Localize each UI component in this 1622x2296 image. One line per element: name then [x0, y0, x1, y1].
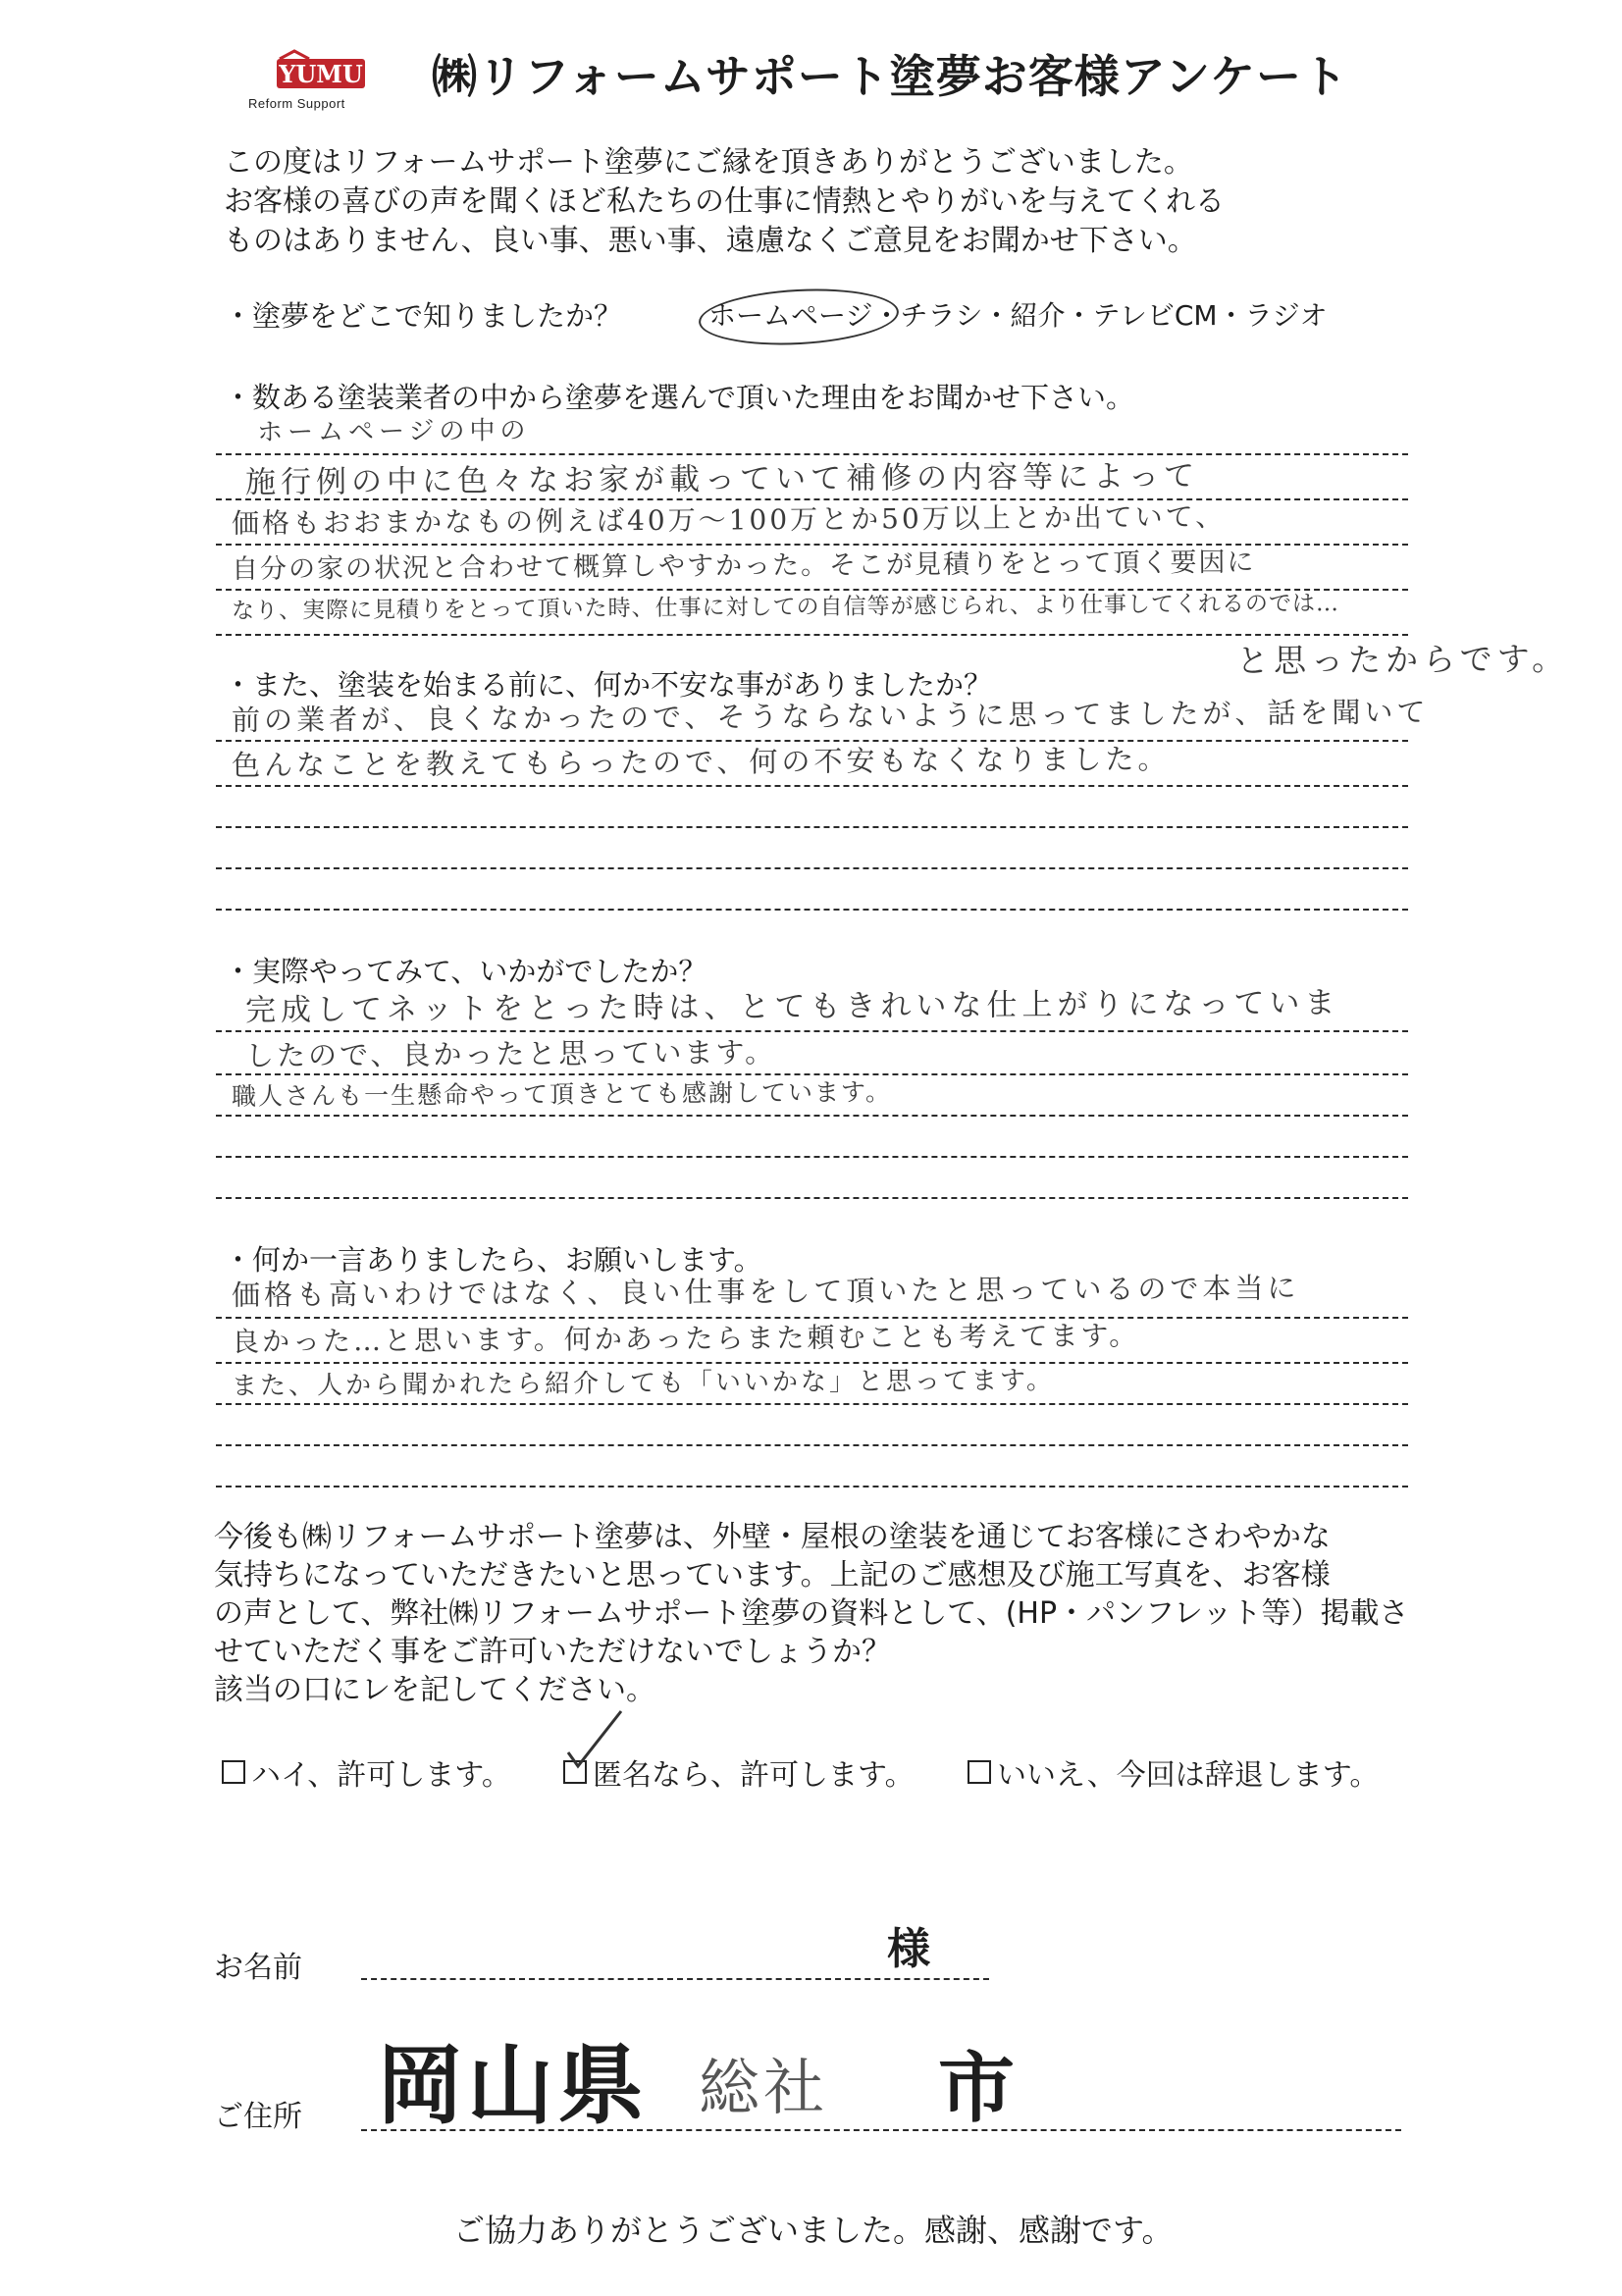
consent-line: 今後も㈱リフォームサポート塗夢は、外壁・屋根の塗装を通じてお客様にさわやかな [214, 1520, 1331, 1554]
answer-rule [216, 1444, 1408, 1446]
option-label: 匿名なら、許可します。 [593, 1758, 915, 1793]
source-options[interactable]: ホームページ・チラシ・紹介・テレビCM・ラジオ [708, 299, 1328, 332]
answer-5-line: 価格も高いわけではなく、良い仕事をして頂いたと思っているので本当に [231, 1271, 1300, 1312]
intro-line: ものはありません、良い事、悪い事、遠慮なくご意見をお聞かせ下さい。 [224, 224, 1197, 258]
question-4: ・実際やってみて、いかがでしたか？ [224, 955, 707, 988]
address-label: ご住所 [214, 2100, 302, 2134]
intro-line: お客様の喜びの声を聞くほど私たちの仕事に情熱とやりがいを与えてくれる [224, 184, 1225, 219]
consent-line: せていただく事をご許可いただけないでしょうか？ [214, 1635, 891, 1669]
option-label: いいえ、今回は辞退します。 [997, 1758, 1380, 1793]
answer-rule [216, 1197, 1408, 1199]
checkbox[interactable] [968, 1760, 991, 1784]
answer-rule [216, 1156, 1408, 1158]
consent-text [214, 1518, 1409, 1709]
question-2: ・数ある塗装業者の中から塗夢を選んで頂いた理由をお聞かせ下さい。 [224, 381, 1135, 414]
answer-rule [216, 826, 1408, 828]
checkbox[interactable] [222, 1760, 245, 1784]
question-3: ・また、塗装を始まる前に、何か不安な事がありましたか？ [224, 668, 993, 702]
logo-subtitle: Reform Support [248, 96, 345, 111]
answer-5-line: 良かった…と思います。何かあったらまた頼むことも考えてます。 [231, 1319, 1140, 1358]
answer-rule [216, 1030, 1408, 1032]
address-rule [361, 2129, 1401, 2131]
answer-rule [216, 867, 1408, 869]
answer-rule [216, 1115, 1408, 1117]
page-title: ㈱リフォームサポート塗夢お客様アンケート [432, 50, 1349, 103]
address-city-handwritten: 総社 [699, 2052, 829, 2123]
answer-3-line: 前の業者が、良くなかったので、そうならないように思ってましたが、話を聞いて [231, 695, 1430, 737]
name-rule [361, 1978, 989, 1980]
address-prefecture: 岡山県 [377, 2034, 649, 2136]
answer-rule [216, 909, 1408, 911]
consent-option-yes[interactable] [222, 1750, 511, 1794]
answer-2-line: なり、実際に見積りをとって頂いた時、仕事に対しての自信等が感じられ、より仕事してくれるのでは… [231, 591, 1340, 624]
answer-2-line: 自分の家の状況と合わせて概算しやすかった。そこが見積りをとって頂く要因に [231, 547, 1256, 585]
thanks-message: ご協力ありがとうございました。感謝、感謝です。 [453, 2212, 1174, 2249]
address-suffix: 市 [938, 2044, 1016, 2133]
answer-5-line: また、人から聞かれたら紹介しても「いいかな」と思ってます。 [231, 1366, 1056, 1401]
intro-line: この度はリフォームサポート塗夢にご縁を頂きありがとうございました。 [224, 145, 1193, 180]
answer-rule [216, 634, 1408, 636]
answer-rule [216, 1403, 1408, 1405]
check-mark-icon [562, 1707, 631, 1776]
intro-text [224, 143, 1225, 261]
svg-text:YUMU: YUMU [279, 60, 363, 88]
consent-line: 該当の口にレを記してください。 [214, 1673, 655, 1707]
answer-3-line: 色んなことを教えてもらったので、何の不安もなくなりました。 [231, 742, 1171, 782]
name-suffix: 様 [887, 1924, 930, 1974]
company-logo [275, 49, 368, 94]
option-label: ハイ、許可します。 [251, 1758, 511, 1793]
name-label: お名前 [214, 1951, 302, 1985]
question-5: ・何か一言ありましたら、お願いします。 [224, 1243, 762, 1277]
question-1: ・塗夢をどこで知りましたか？ [224, 299, 623, 333]
consent-line: の声として、弊社㈱リフォームサポート塗夢の資料として、(HP・パンフレット等）掲載さ [214, 1596, 1409, 1631]
answer-2-line: 施行例の中に色々なお家が載っていて補修の内容等によって [244, 458, 1200, 500]
answer-rule [216, 1486, 1408, 1487]
answer-2-line: 価格もおおまかなもの例えば40万～100万とか50万以上とか出ていて、 [231, 499, 1227, 540]
answer-2-line: と思ったからです。 [1235, 639, 1570, 680]
consent-option-no[interactable] [968, 1750, 1379, 1794]
answer-4-line: 完成してネットをとった時は、とてもきれいな仕上がりになっていま [244, 985, 1340, 1028]
consent-line: 気持ちになっていただきたいと思っています。上記のご感想及び施工写真を、お客様 [214, 1558, 1331, 1592]
answer-4-line: したので、良かったと思っています。 [244, 1035, 777, 1072]
answer-4-line: 職人さんも一生懸命やって頂きとても感謝しています。 [231, 1077, 893, 1111]
answer-2-line: ホームページの中の [256, 416, 531, 447]
answer-rule [216, 785, 1408, 787]
